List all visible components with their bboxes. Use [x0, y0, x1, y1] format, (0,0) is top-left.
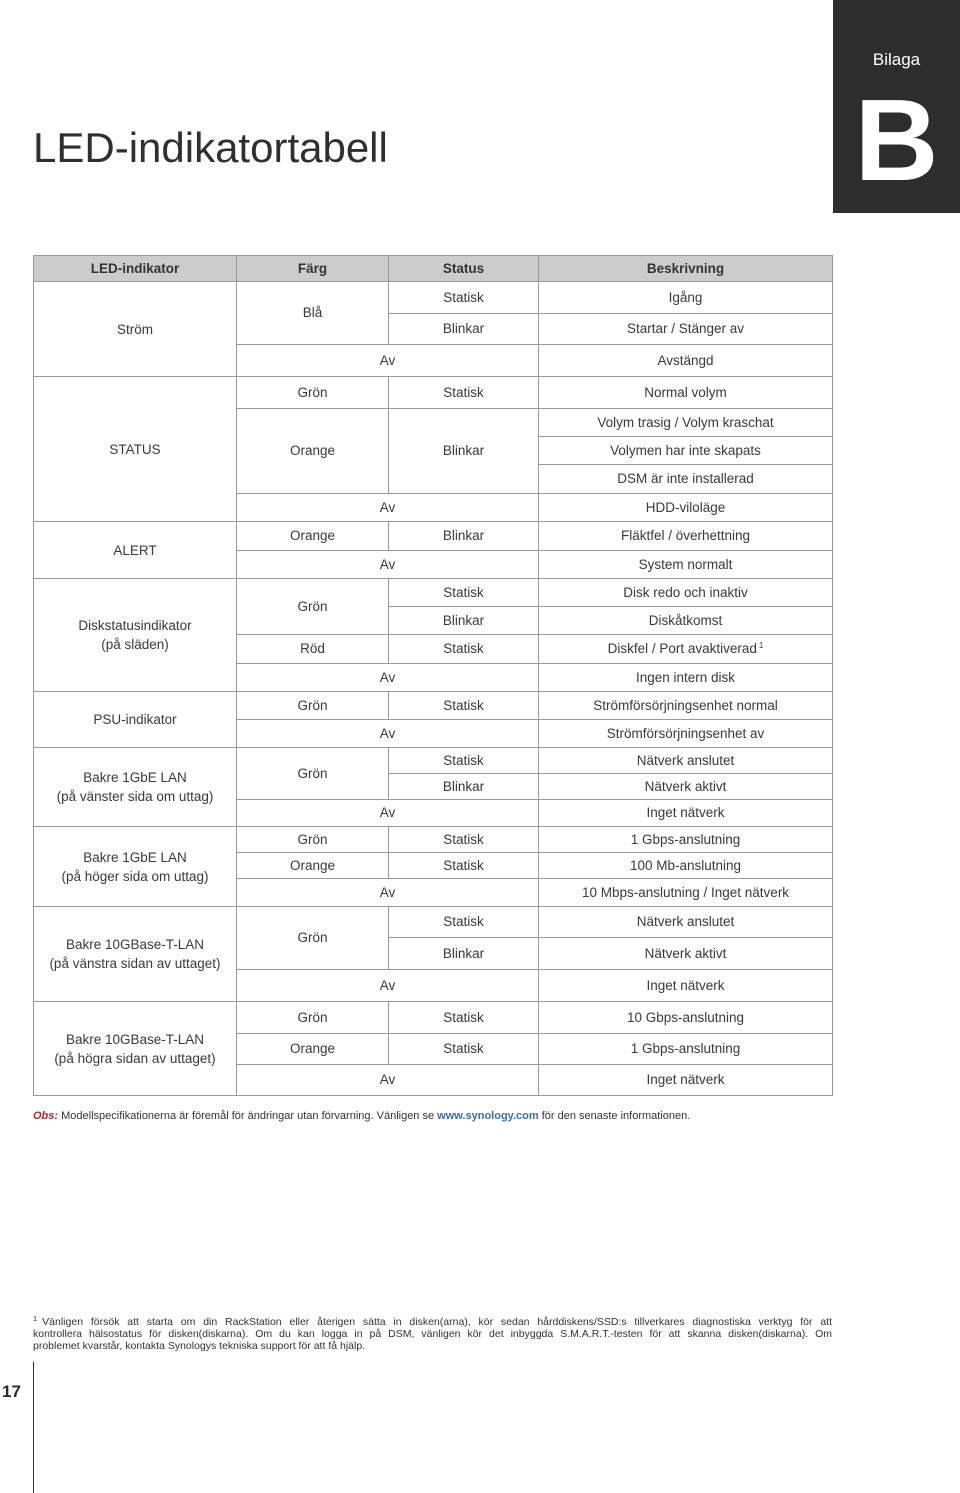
- status-cell: Statisk: [389, 1002, 539, 1034]
- indicator-sublabel: (på höger sida om uttag): [61, 868, 209, 884]
- description-cell: Volymen har inte skapats: [539, 437, 833, 465]
- description-cell: Igång: [539, 282, 833, 314]
- table-row: [34, 377, 833, 409]
- color-cell: Orange: [237, 1034, 389, 1065]
- status-cell: Statisk: [389, 907, 539, 938]
- obs-note: [33, 1109, 832, 1123]
- appendix-letter: B: [854, 75, 939, 205]
- color-cell: Blå: [237, 282, 389, 345]
- indicator-label: Ström: [116, 321, 153, 337]
- header-description: Beskrivning: [539, 256, 833, 282]
- footnote-text: kontrollera hälsostatus för disken(diskarna). Om du kan logga in på DSM, vänligen kör det inbyggda S.M.A.R.T.-testen för att skanna disken(diskarna). Om: [33, 1328, 832, 1340]
- indicator-label: PSU-indikator: [93, 712, 177, 727]
- description-cell: Normal volym: [539, 377, 833, 409]
- description-cell: [539, 635, 833, 664]
- description-cell: 100 Mb-anslutning: [539, 853, 833, 879]
- table-row: [34, 1002, 833, 1034]
- indicator-label: Bakre 1GbE LAN: [83, 770, 187, 785]
- page-number: 17: [2, 1382, 21, 1401]
- status-cell: Av: [237, 345, 539, 377]
- footnote-line: [33, 1328, 832, 1340]
- table-row: [34, 748, 833, 774]
- status-cell: Statisk: [389, 748, 539, 774]
- footnote-text: Vänligen försök att starta om din RackStation eller återigen sätta in disken(arna), kör sedan hårddiskens/SSD:s tillverkares diagnostiska verktyg för att: [42, 1316, 832, 1328]
- status-cell: Statisk: [389, 282, 539, 314]
- synology-link[interactable]: www.synology.com: [437, 1110, 539, 1122]
- status-cell: Av: [237, 494, 539, 522]
- color-cell: Grön: [237, 579, 389, 635]
- status-cell: Blinkar: [389, 522, 539, 551]
- indicator-label: Bakre 10GBase-T-LAN: [65, 1031, 205, 1047]
- header-led-indicator: LED-indikator: [34, 256, 237, 282]
- description-cell: DSM är inte installerad: [539, 465, 833, 494]
- status-cell: Av: [237, 720, 539, 748]
- color-cell: Orange: [237, 409, 389, 494]
- color-cell: Grön: [237, 827, 389, 853]
- status-cell: Av: [237, 1065, 539, 1096]
- status-cell: Blinkar: [389, 938, 539, 970]
- description-cell: Fläktfel / överhettning: [539, 522, 833, 551]
- table-header-row: [34, 256, 833, 282]
- color-cell: Röd: [237, 635, 389, 664]
- status-cell: Statisk: [389, 1034, 539, 1065]
- indicator-cell: [34, 827, 237, 907]
- description-cell: Nätverk aktivt: [539, 938, 833, 970]
- indicator-cell: [34, 1002, 237, 1096]
- status-cell: Av: [237, 664, 539, 692]
- header-color: Färg: [237, 256, 389, 282]
- indicator-cell: [34, 282, 237, 377]
- indicator-cell: [34, 692, 237, 748]
- status-cell: Statisk: [389, 579, 539, 607]
- status-cell: Statisk: [389, 377, 539, 409]
- footnote-line: [33, 1316, 832, 1328]
- footnote-text: problemet kvarstår, kontakta Synologys tekniska support för att få hjälp.: [33, 1340, 366, 1352]
- indicator-sublabel: (på vänster sida om uttag): [56, 789, 214, 804]
- description-cell: HDD-viloläge: [539, 494, 833, 522]
- description-cell: System normalt: [539, 551, 833, 579]
- indicator-label: ALERT: [113, 542, 157, 558]
- page-title: LED-indikatortabell: [33, 124, 388, 171]
- table-row: [34, 827, 833, 853]
- status-cell: Statisk: [389, 692, 539, 720]
- table-row: [34, 907, 833, 938]
- description-cell: Nätverk aktivt: [539, 774, 833, 800]
- status-cell: Statisk: [389, 635, 539, 664]
- indicator-label: STATUS: [109, 441, 161, 457]
- indicator-cell: [34, 748, 237, 827]
- table-row: [34, 579, 833, 607]
- description-cell: Nätverk anslutet: [539, 748, 833, 774]
- description-text: Diskfel / Port avaktiverad: [607, 641, 757, 656]
- indicator-label: Bakre 1GbE LAN: [83, 849, 187, 865]
- indicator-cell: [34, 907, 237, 1002]
- description-cell: Nätverk anslutet: [539, 907, 833, 938]
- description-cell: 10 Gbps-anslutning: [539, 1002, 833, 1034]
- description-cell: 1 Gbps-anslutning: [539, 1034, 833, 1065]
- indicator-sublabel: (på högra sidan av uttaget): [54, 1050, 216, 1066]
- indicator-cell: [34, 377, 237, 522]
- description-cell: Strömförsörjningsenhet av: [539, 720, 833, 748]
- indicator-cell: [34, 522, 237, 579]
- indicator-label: Bakre 10GBase-T-LAN: [65, 937, 205, 952]
- status-cell: Statisk: [389, 827, 539, 853]
- description-cell: Inget nätverk: [539, 800, 833, 827]
- header-status: Status: [389, 256, 539, 282]
- margin-rule: [33, 1362, 34, 1493]
- color-cell: Grön: [237, 907, 389, 970]
- table-row: [34, 282, 833, 314]
- status-cell: Blinkar: [389, 607, 539, 635]
- footnote: [33, 1316, 832, 1352]
- status-cell: Av: [237, 970, 539, 1002]
- footnote-marker: 1: [33, 1316, 38, 1323]
- obs-text-end: för den senaste informationen.: [538, 1110, 691, 1122]
- color-cell: Grön: [237, 377, 389, 409]
- status-cell: Av: [237, 551, 539, 579]
- table-row: [34, 692, 833, 720]
- description-cell: Inget nätverk: [539, 970, 833, 1002]
- color-cell: Grön: [237, 748, 389, 800]
- status-cell: Statisk: [389, 853, 539, 879]
- color-cell: Orange: [237, 853, 389, 879]
- color-cell: Grön: [237, 692, 389, 720]
- color-cell: Grön: [237, 1002, 389, 1034]
- description-cell: Avstängd: [539, 345, 833, 377]
- description-cell: Diskåtkomst: [539, 607, 833, 635]
- description-cell: Strömförsörjningsenhet normal: [539, 692, 833, 720]
- indicator-label: Diskstatusindikator: [78, 618, 192, 633]
- status-cell: Blinkar: [389, 314, 539, 345]
- table-row: [34, 522, 833, 551]
- obs-label: Obs:: [33, 1110, 59, 1122]
- indicator-cell: [34, 579, 237, 692]
- description-cell: 1 Gbps-anslutning: [539, 827, 833, 853]
- status-cell: Blinkar: [389, 409, 539, 494]
- indicator-sublabel: (på släden): [101, 637, 169, 652]
- status-cell: Blinkar: [389, 774, 539, 800]
- status-cell: Av: [237, 800, 539, 827]
- description-cell: Ingen intern disk: [539, 664, 833, 692]
- description-cell: 10 Mbps-anslutning / Inget nätverk: [539, 879, 833, 907]
- footnote-reference: 1: [758, 641, 764, 650]
- color-cell: Orange: [237, 522, 389, 551]
- footnote-line: [33, 1340, 832, 1352]
- description-cell: Volym trasig / Volym kraschat: [539, 409, 833, 437]
- description-cell: Startar / Stänger av: [539, 314, 833, 345]
- obs-text: Modellspecifikationerna är föremål för ändringar utan förvarning. Vänligen se: [58, 1110, 438, 1122]
- appendix-label: Bilaga: [872, 50, 921, 69]
- led-indicator-table: [33, 255, 833, 1096]
- status-cell: Av: [237, 879, 539, 907]
- appendix-tab: [833, 0, 960, 213]
- description-cell: Disk redo och inaktiv: [539, 579, 833, 607]
- indicator-sublabel: (på vänstra sidan av uttaget): [49, 956, 221, 971]
- description-cell: Inget nätverk: [539, 1065, 833, 1096]
